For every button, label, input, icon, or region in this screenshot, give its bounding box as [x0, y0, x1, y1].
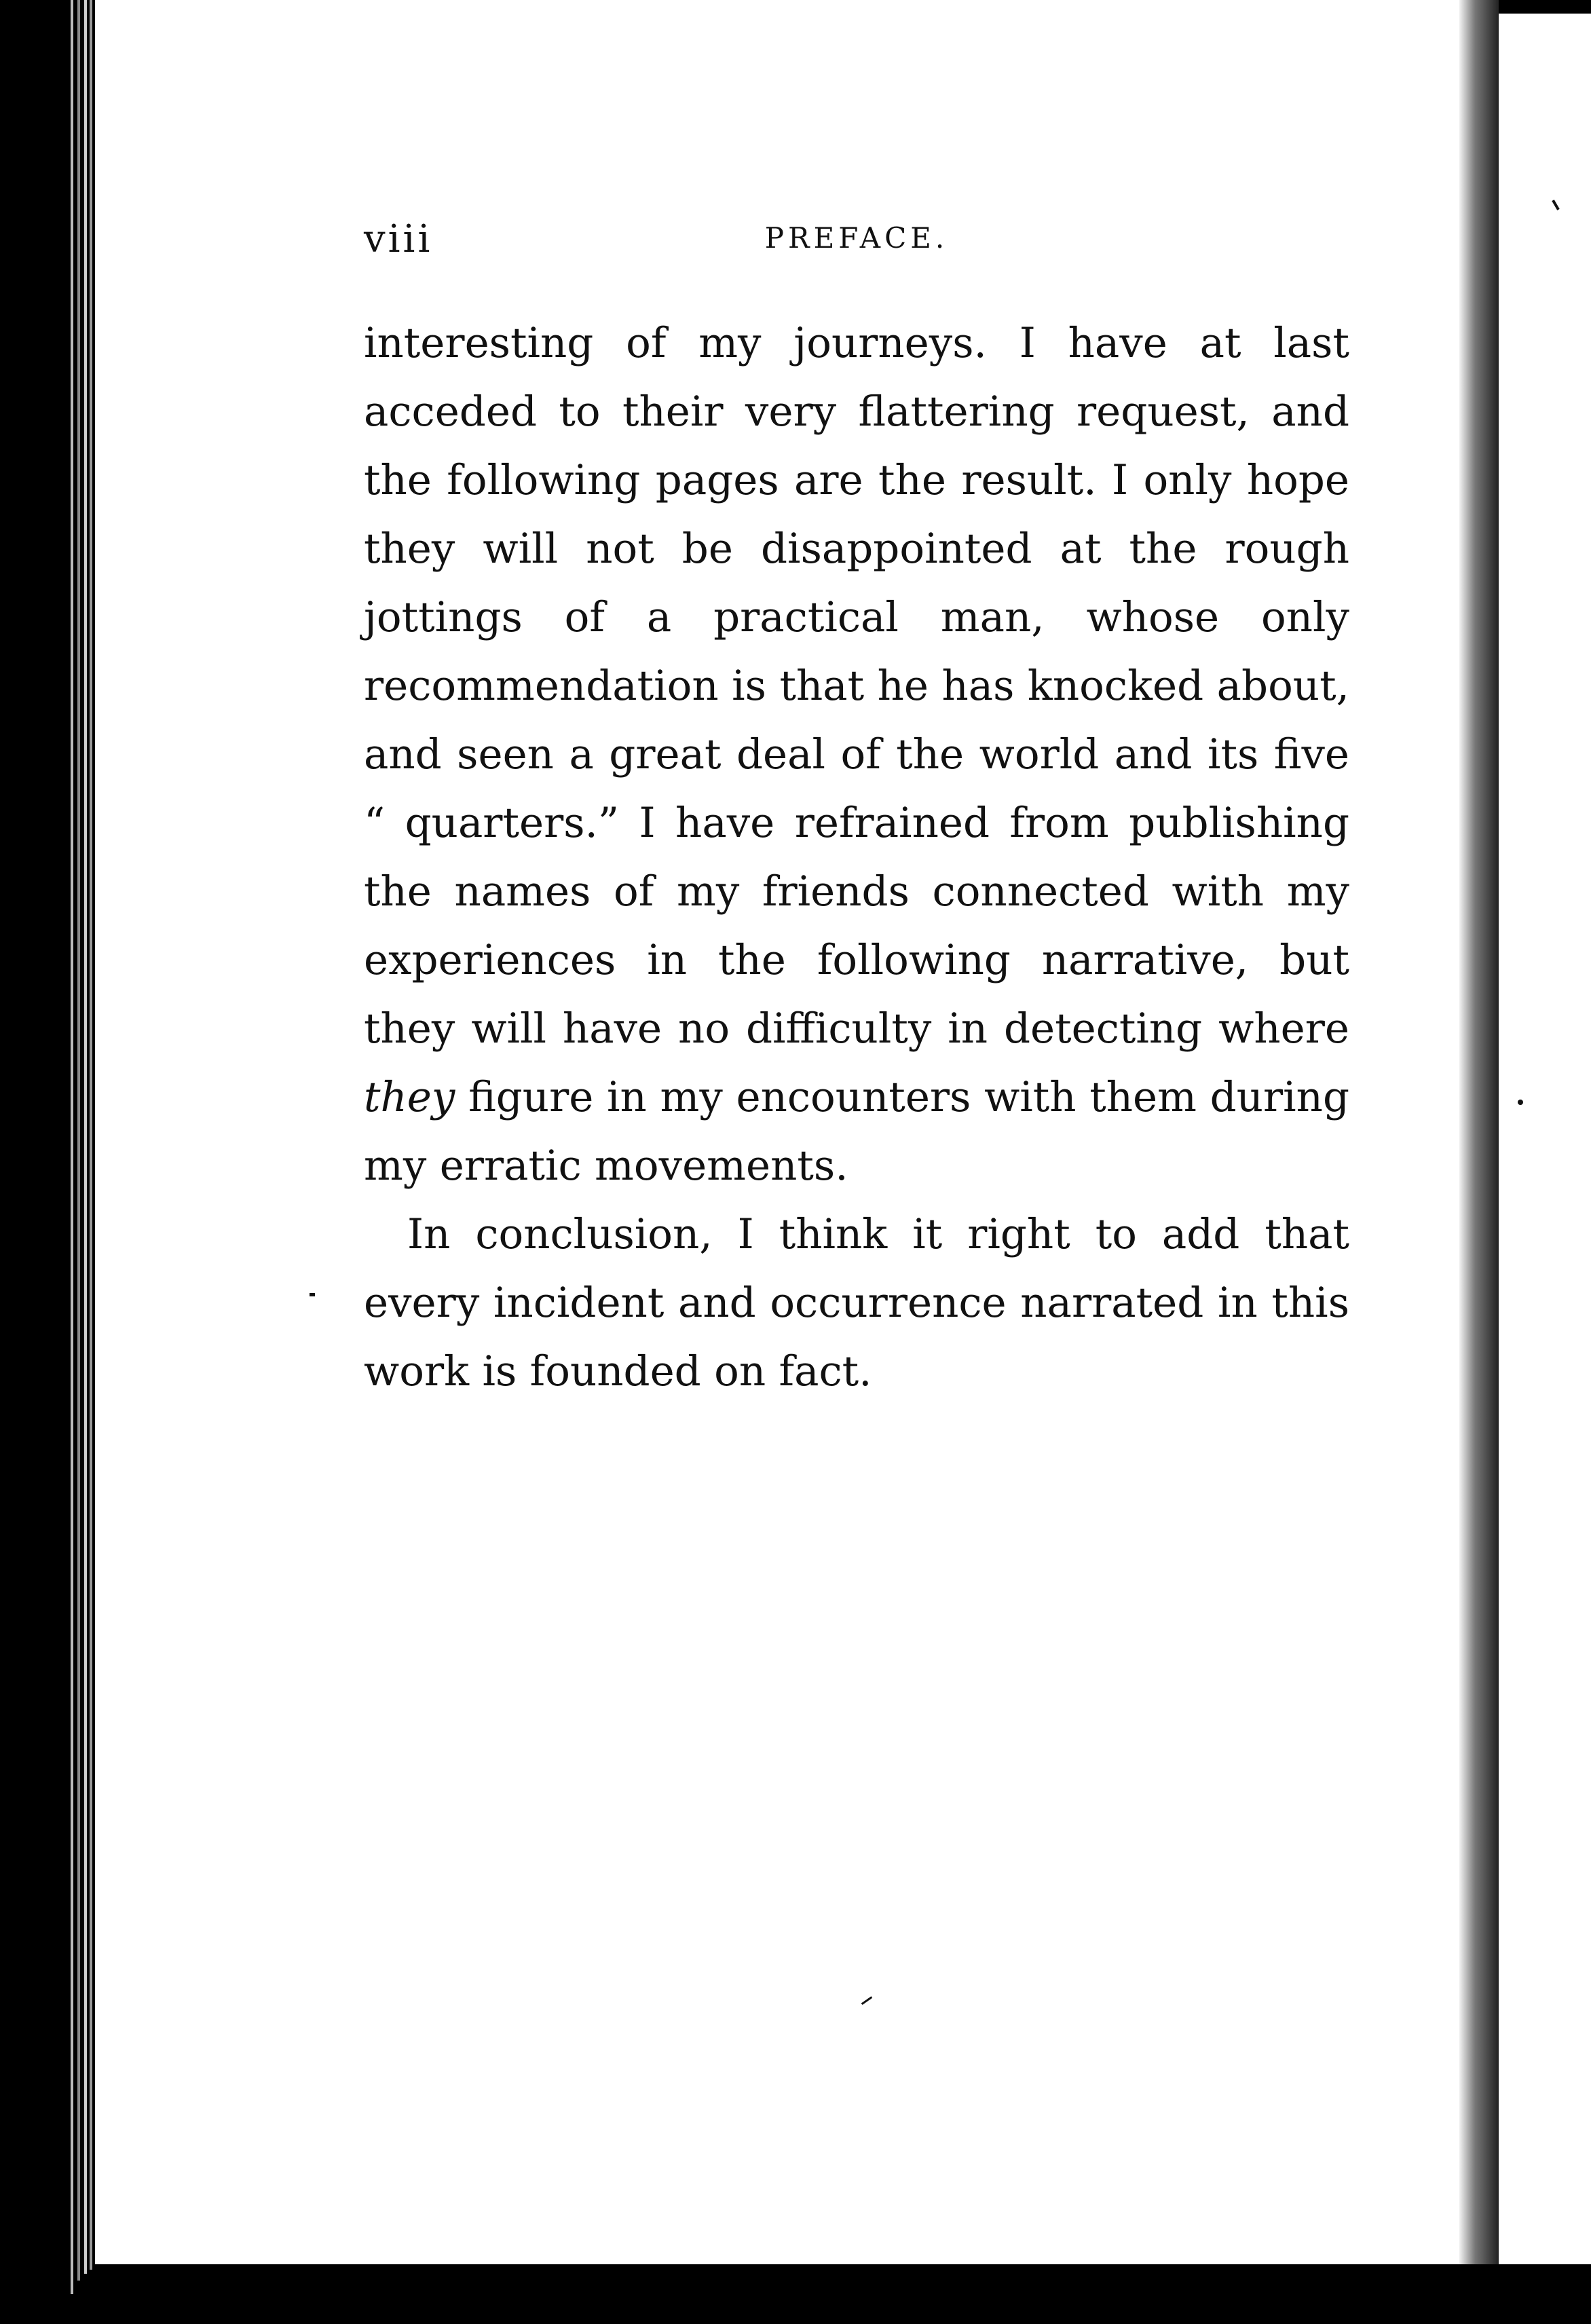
- facing-page-edge: [1499, 14, 1591, 2264]
- page-edge: [90, 0, 92, 2270]
- paragraph-text-end: figure in my encounters with them during my erratic movements.: [364, 1073, 1350, 1190]
- paragraph: [364, 309, 1349, 1200]
- paragraph-text: interesting of my journeys. I have at last acceded to their very flattering request, and the following pages are the result. I only hope they will not be disappointed at the rough jottings of a practical man, whose only recommendation is that he has knocked about, and seen a great deal of the world and its five “ quarters.” I have refrained from publishing the names of my friends connected with my experiences in the following narrative, but they will have no difficulty in detecting where: [364, 319, 1349, 1053]
- gutter-shadow: [1459, 0, 1499, 2264]
- running-head: [364, 217, 1349, 271]
- page-edge: [77, 0, 80, 2281]
- page-edge: [71, 0, 73, 2294]
- body-text: [364, 309, 1349, 1406]
- running-title: PREFACE.: [764, 221, 949, 255]
- italic-word: they: [364, 1073, 455, 1121]
- scan-speck: [1518, 1100, 1523, 1105]
- scan-speck: [310, 1293, 315, 1296]
- page-edge: [84, 0, 87, 2274]
- paragraph: In conclusion, I think it right to add that every incident and occurrence narrated in this work is founded on fact.: [364, 1210, 1349, 1395]
- page-number: viii: [364, 217, 433, 261]
